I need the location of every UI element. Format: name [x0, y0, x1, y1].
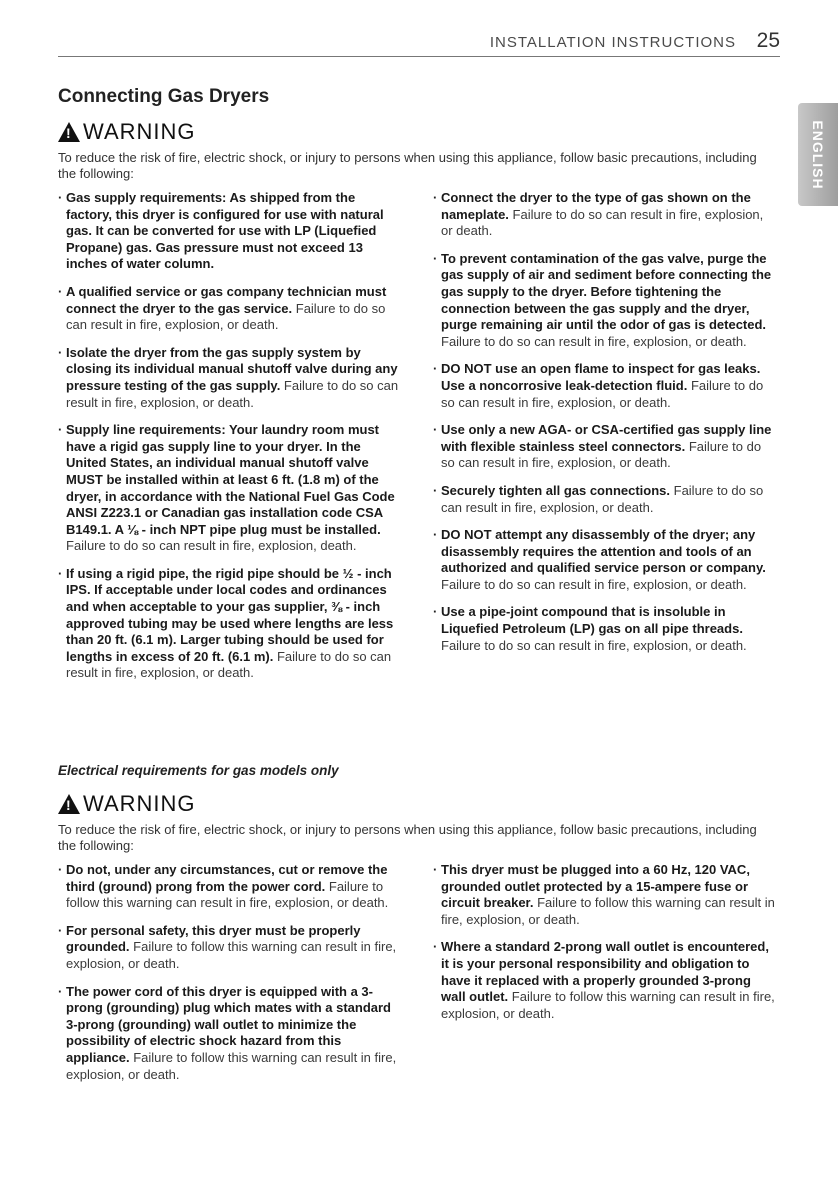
list-item: · This dryer must be plugged into a 60 Hz, 120 VAC, grounded outlet protected by a 15-ampere fuse or circuit breaker. Failure to follow this warning can result in fire, explosion, or death.: [433, 862, 778, 928]
list-item: · If using a rigid pipe, the rigid pipe should be ½ - inch IPS. If acceptable under local codes and ordinances and when acceptable to your gas supplier, ⅜ - inch approved tubing may be used where lengths are less than 20 ft. (6.1 m). Larger tubing should be used for lengths in excess of 20 ft. (6.1 m). Failure to do so can result in fire, explosion, or death.: [58, 566, 403, 682]
list-item: · Isolate the dryer from the gas supply system by closing its individual manual shutoff valve during any pressure testing of the gas supply. Failure to do so can result in fire, explosion, or death.: [58, 345, 403, 411]
list-item: · The power cord of this dryer is equipped with a 3-prong (grounding) plug which mates with a standard 3-prong (grounding) wall outlet to minimize the possibility of electric shock hazard from this appliance. Failure to follow this warning can result in fire, explosion, or death.: [58, 984, 403, 1084]
page-number: 25: [756, 29, 780, 52]
list-item: · Where a standard 2-prong wall outlet is encountered, it is your personal responsibility and obligation to have it replaced with a properly grounded 3-prong wall outlet. Failure to follow this warning can result in fire, explosion, or death.: [433, 939, 778, 1022]
list-item: · Use only a new AGA- or CSA-certified gas supply line with flexible stainless steel connectors. Failure to do so can result in fire, explosion, or death.: [433, 422, 778, 472]
page-header: [58, 30, 780, 57]
warning-triangle-icon: [58, 794, 80, 814]
warning-label: WARNING: [83, 791, 196, 816]
list-item: · A qualified service or gas company technician must connect the dryer to the gas service. Failure to do so can result in fire, explosion, or death.: [58, 284, 403, 334]
list-item: · DO NOT attempt any disassembly of the dryer; any disassembly requires the attention and tools of an authorized and qualified service person or company. Failure to do so can result in fire, explosion, or death.: [433, 527, 778, 593]
list-item: · Securely tighten all gas connections. Failure to do so can result in fire, explosion, or death.: [433, 483, 778, 516]
warning2-left-column: [58, 862, 403, 1094]
list-item: · DO NOT use an open flame to inspect for gas leaks. Use a noncorrosive leak-detection fluid. Failure to do so can result in fire, explosion, or death.: [433, 361, 778, 411]
header-title: INSTALLATION INSTRUCTIONS: [489, 34, 736, 51]
warning2-right-column: [433, 862, 778, 1033]
list-item: · To prevent contamination of the gas valve, purge the gas supply of air and sediment before connecting the gas supply to the dryer. Before tightening the connection between the gas supply and the dryer, purge remaining air until the odor of gas is detected. Failure to do so can result in fire, explosion, or death.: [433, 251, 778, 351]
list-item: · For personal safety, this dryer must be properly grounded. Failure to follow this warning can result in fire, explosion, or death.: [58, 923, 403, 973]
language-tab-label: ENGLISH: [810, 119, 826, 190]
warning-heading-2: [58, 791, 196, 817]
list-item: · Use a pipe-joint compound that is insoluble in Liquefied Petroleum (LP) gas on all pipe threads. Failure to do so can result in fire, explosion, or death.: [433, 604, 778, 654]
list-item: · Gas supply requirements: As shipped from the factory, this dryer is configured for use with natural gas. It can be converted for use with LP (Liquefied Propane) gas. Gas pressure must not exceed 13 inches of water column.: [58, 190, 403, 273]
list-item: · Connect the dryer to the type of gas shown on the nameplate. Failure to do so can result in fire, explosion, or death.: [433, 190, 778, 240]
warning-label: WARNING: [83, 119, 196, 144]
warning-triangle-icon: [58, 122, 80, 142]
section-title: Connecting Gas Dryers: [58, 86, 270, 107]
language-tab: [798, 103, 838, 206]
warning1-right-column: [433, 190, 778, 665]
electrical-subheading: Electrical requirements for gas models only: [58, 763, 339, 778]
warning-heading-1: [58, 119, 196, 145]
warning-intro-1: To reduce the risk of fire, electric shock, or injury to persons when using this appliance, follow basic precautions, including the following:: [58, 150, 757, 181]
warning-intro-2: To reduce the risk of fire, electric shock, or injury to persons when using this appliance, follow basic precautions, including the following:: [58, 822, 757, 853]
warning1-left-column: [58, 190, 403, 693]
list-item: · Do not, under any circumstances, cut or remove the third (ground) prong from the power cord. Failure to follow this warning can result in fire, explosion, or death.: [58, 862, 403, 912]
list-item: · Supply line requirements: Your laundry room must have a rigid gas supply line to your dryer. In the United States, an individual manual shutoff valve MUST be installed within at least 6 ft. (1.8 m) of the dryer, in accordance with the National Fuel Gas Code ANSI Z223.1 or Canadian gas installation code CSA B149.1. A ⅛ - inch NPT pipe plug must be installed. Failure to do so can result in fire, explosion, death.: [58, 422, 403, 555]
